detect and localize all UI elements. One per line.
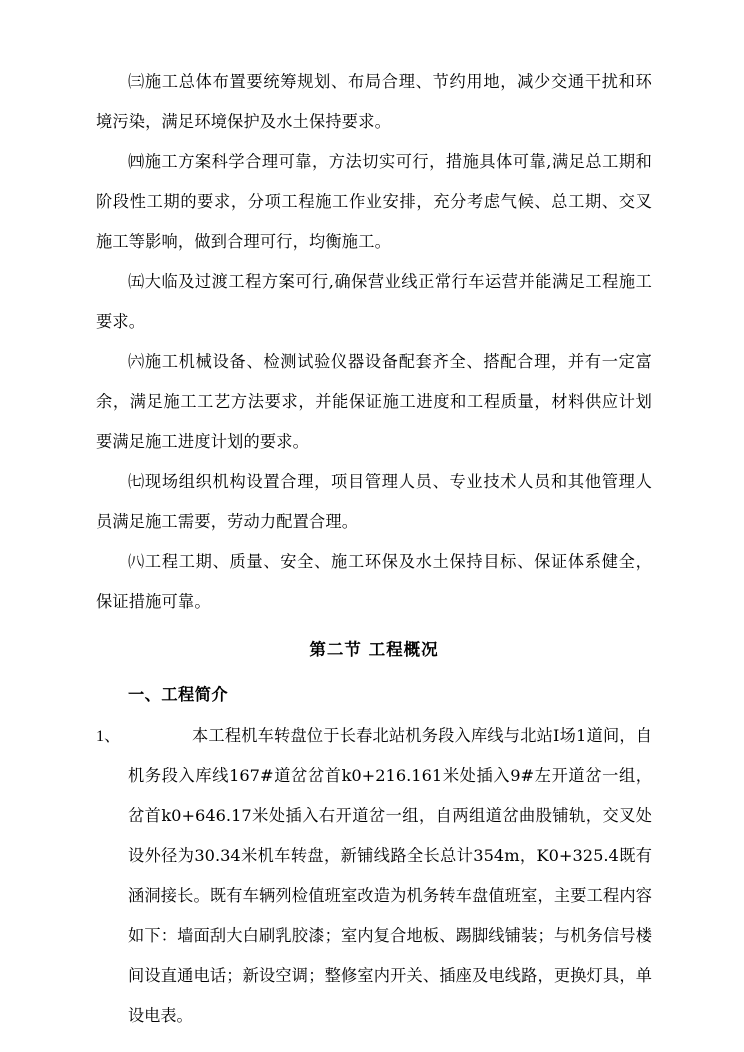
list-item-text: 本工程机车转盘位于长春北站机务段入库线与北站Ⅰ场1道间，自机务段入库线167#道岔岔首k0+216.161米处插入9#左开道岔一组，岔首k0+646.17米处插入右开道岔一组，自两组道岔曲股铺轨，交叉处设外径为30.34米机车转盘，新铺线路全长总计354m，K0+325.4既有涵洞接长。既有车辆列检值班室改造为机务转车盘值班室，主要工程内容如下：墙面刮大白刷乳胶漆；室内复合地板、踢脚线铺装；与机务信号楼间设直通电话；新设空调；整修室内开关、插座及电线路，更换灯具，单设电表。 bbox=[128, 726, 652, 1025]
paragraph-1: ㈢施工总体布置要统筹规划、布局合理、节约用地，减少交通干扰和环境污染，满足环境保护及水土保持要求。 bbox=[96, 72, 652, 131]
section-title: 第二节 工程概况 bbox=[309, 640, 439, 659]
paragraph-2: ㈣施工方案科学合理可靠，方法切实可行，措施具体可靠,满足总工期和阶段性工期的要求，分项工程施工作业安排，充分考虑气候、总工期、交叉施工等影响，做到合理可行，均衡施工。 bbox=[96, 152, 652, 251]
list-item bbox=[96, 716, 652, 1036]
page-content bbox=[96, 62, 652, 1036]
paragraph-3: ㈤大临及过渡工程方案可行,确保营业线正常行车运营并能满足工程施工要求。 bbox=[96, 272, 652, 331]
numbered-list bbox=[96, 716, 652, 1036]
paragraph-5: ㈦现场组织机构设置合理，项目管理人员、专业技术人员和其他管理人员满足施工需要，劳动力配置合理。 bbox=[96, 472, 652, 531]
paragraph-6: ㈧工程工期、质量、安全、施工环保及水土保持目标、保证体系健全，保证措施可靠。 bbox=[96, 552, 652, 611]
paragraph-4: ㈥施工机械设备、检测试验仪器设备配套齐全、搭配合理，并有一定富余，满足施工工艺方法要求，并能保证施工进度和工程质量，材料供应计划要满足施工进度计划的要求。 bbox=[96, 352, 652, 451]
list-item-number: 1、 bbox=[96, 727, 121, 745]
subsection-title: 一、工程简介 bbox=[128, 685, 229, 704]
